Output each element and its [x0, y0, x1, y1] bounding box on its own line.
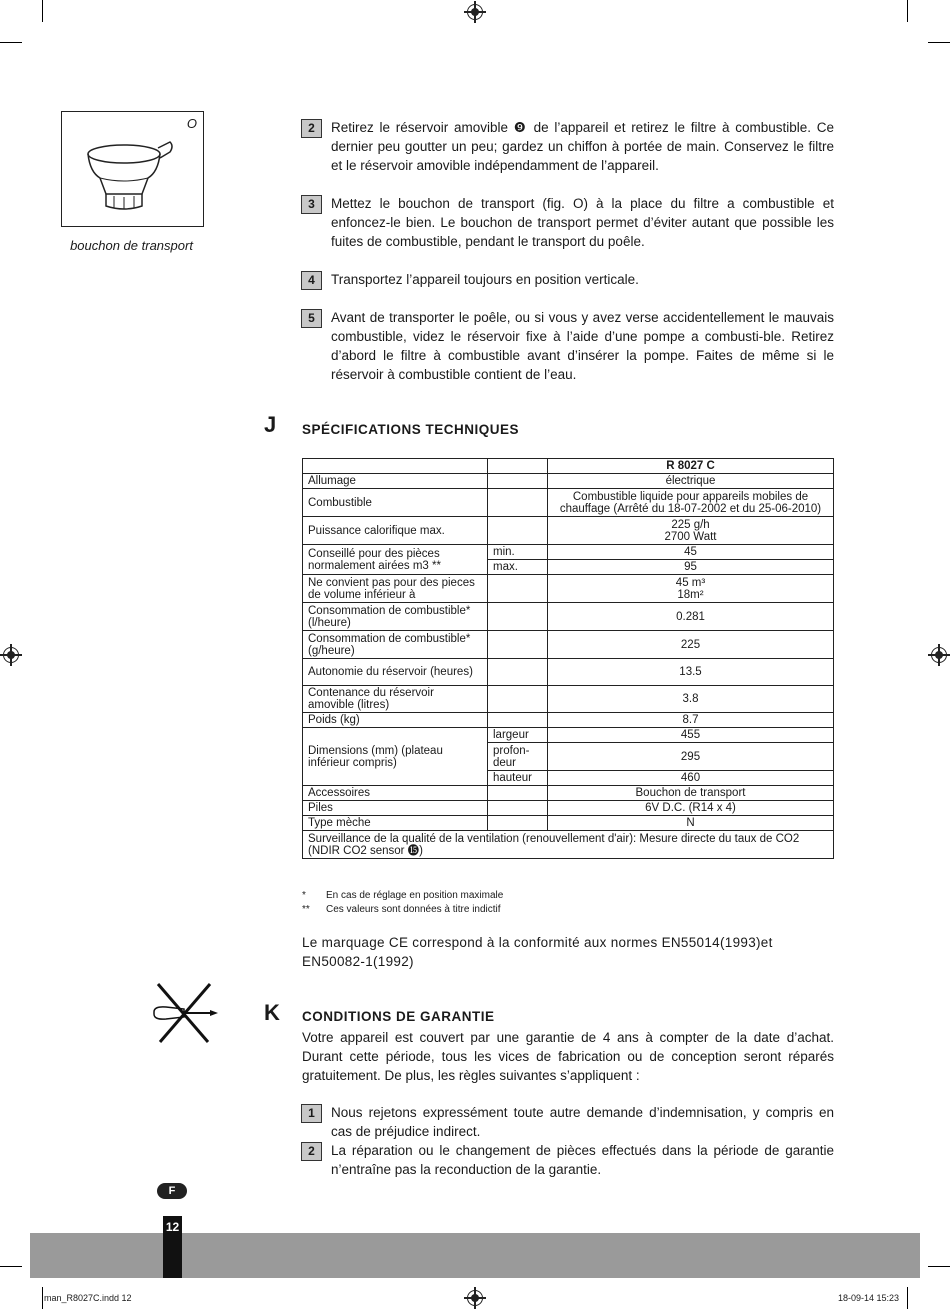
table-row — [303, 517, 834, 545]
table-row — [303, 816, 834, 831]
step-text: Transportez l’appareil toujours en position verticale. — [331, 272, 639, 287]
cell-label: Allumage — [303, 474, 488, 489]
section-letter: J — [264, 412, 277, 437]
cell-label: Accessoires — [303, 786, 488, 801]
footnote-mark: * — [302, 890, 306, 901]
cell-value-line: 2700 Watt — [664, 530, 717, 543]
table-row — [303, 659, 834, 686]
no-screwdriver-icon — [150, 980, 222, 1048]
cell-value: Bouchon de transport — [548, 786, 834, 801]
cell-value: 0.281 — [548, 603, 834, 631]
cell-label: Poids (kg) — [303, 713, 488, 728]
language-badge: F — [157, 1183, 187, 1199]
cell-label: Consommation de combustible* (l/heure) — [303, 603, 488, 631]
table-row — [303, 474, 834, 489]
cell-label: Ne convient pas pour des pieces de volume inférieur à — [303, 575, 488, 603]
table-row — [303, 603, 834, 631]
section-letter: K — [264, 1000, 280, 1025]
spec-table — [302, 458, 834, 859]
step-number: 4 — [301, 271, 322, 290]
step-text: Avant de transporter le poêle, ou si vous y avez verse accidentellement le mauvais combustible, videz le réservoir fixe à l’aide d’une pompe a combusti-ble. Retirez d’abord le filtre à combustible avant d’insérer la pompe. Faites de même si le réservoir à combustible contient de l’eau. — [331, 310, 834, 382]
cell-label: Conseillé pour des pièces normalement airées m3 ** — [303, 545, 488, 575]
figure-transport-cap — [61, 111, 204, 227]
cell-value: N — [548, 816, 834, 831]
cell-value: 225 — [548, 631, 834, 659]
cell-value — [548, 517, 834, 545]
table-row — [303, 713, 834, 728]
registration-mark-icon — [931, 647, 947, 663]
step-number: 2 — [301, 119, 322, 138]
cell-surveillance: Surveillance de la qualité de la ventilation (renouvellement d'air): Mesure directe du taux de CO2 (NDIR CO2 sensor ⓯) — [303, 831, 834, 859]
table-row — [303, 545, 834, 560]
table-row — [303, 489, 834, 517]
step-3 — [301, 194, 834, 251]
cell-value: électrique — [548, 474, 834, 489]
table-row — [303, 831, 834, 859]
cell-unit: min. — [488, 545, 548, 560]
figure-caption: bouchon de transport — [70, 238, 193, 253]
step-number: 3 — [301, 195, 322, 214]
table-row — [303, 631, 834, 659]
step-text: Retirez le réservoir amovible ❾ de l’appareil et retirez le filtre à combustible. Ce dernier peu goutter un peu; gardez un chiffon à portée de main. Conservez le filtre et le réservoir amovible indépendamment de l’appareil. — [331, 120, 834, 173]
date-slug: 18-09-14 15:23 — [838, 1293, 900, 1303]
cell-value — [548, 575, 834, 603]
footnote — [302, 890, 503, 901]
ce-marking-text: Le marquage CE correspond à la conformité aux normes EN55014(1993)et EN50082-1(1992) — [302, 935, 773, 969]
registration-mark-icon — [3, 647, 19, 663]
item-text: La réparation ou le changement de pièces effectués dans la période de garantie n’entraîne pas la reconduction de la garantie. — [331, 1143, 834, 1177]
model-header: R 8027 C — [548, 459, 834, 474]
step-4 — [301, 270, 834, 289]
table-row — [303, 786, 834, 801]
cell-label: Type mèche — [303, 816, 488, 831]
table-row — [303, 686, 834, 713]
cell-value: 460 — [548, 771, 834, 786]
registration-mark-icon — [467, 1290, 483, 1306]
crop-mark — [928, 1266, 950, 1267]
cell-label: Consommation de combustible* (g/heure) — [303, 631, 488, 659]
cell-value: 13.5 — [548, 659, 834, 686]
cell-value: 295 — [548, 743, 834, 771]
transport-cap-icon — [62, 112, 203, 226]
footnote-mark: ** — [302, 904, 310, 915]
crop-mark — [0, 1266, 22, 1267]
cell-value: 8.7 — [548, 713, 834, 728]
item-text: Nous rejetons expressément toute autre demande d’indemnisation, y compris en cas de préjudice indirect. — [331, 1105, 834, 1139]
warranty-item-1 — [301, 1103, 834, 1141]
table-row — [303, 575, 834, 603]
footnote-text: Ces valeurs sont données à titre indictif — [326, 904, 501, 915]
crop-mark — [0, 42, 22, 43]
table-row — [303, 728, 834, 743]
footnote-text: En cas de réglage en position maximale — [326, 890, 504, 901]
cell-value: 45 — [548, 545, 834, 560]
step-text: Mettez le bouchon de transport (fig. O) à la place du filtre a combustible et enfoncez-le bien. Le bouchon de transport permet d’éviter autant que possible les fuites de combustible, pendant le transport du poêle. — [331, 196, 834, 249]
item-number: 1 — [301, 1104, 322, 1123]
page-number: 12 — [163, 1216, 182, 1278]
cell-unit: profon-deur — [488, 743, 548, 771]
cell-label: Dimensions (mm) (plateau inférieur compris) — [303, 728, 488, 786]
section-title: CONDITIONS DE GARANTIE — [302, 1009, 495, 1024]
crop-mark — [907, 0, 908, 22]
cell-unit: hauteur — [488, 771, 548, 786]
cell-label: Contenance du réservoir amovible (litres) — [303, 686, 488, 713]
step-number: 5 — [301, 309, 322, 328]
cell-unit: max. — [488, 560, 548, 575]
item-number: 2 — [301, 1142, 322, 1161]
table-row — [303, 459, 834, 474]
crop-mark — [907, 1287, 908, 1309]
warranty-item-2 — [301, 1141, 834, 1179]
crop-mark — [928, 42, 950, 43]
cell-label: Combustible — [303, 489, 488, 517]
file-slug: man_R8027C.indd 12 — [44, 1293, 132, 1303]
cell-value: 3.8 — [548, 686, 834, 713]
crop-mark — [42, 1287, 43, 1309]
cell-value: 6V D.C. (R14 x 4) — [548, 801, 834, 816]
table-row — [303, 801, 834, 816]
cell-value-line: 18m² — [677, 588, 704, 601]
cell-unit: largeur — [488, 728, 548, 743]
cell-value-line: 45 m³ — [675, 576, 706, 589]
section-title: SPÉCIFICATIONS TECHNIQUES — [302, 422, 520, 437]
cell-value: 455 — [548, 728, 834, 743]
warranty-intro: Votre appareil est couvert par une garantie de 4 ans à compter de la date d’achat. Durant cette période, tous les vices de fabrication ou de conception seront réparés gratuitement. De plus, les règles suivantes s’appliquent : — [302, 1030, 834, 1083]
crop-mark — [42, 0, 43, 22]
figure-letter: O — [186, 116, 197, 131]
cell-label: Piles — [303, 801, 488, 816]
cell-label: Autonomie du réservoir (heures) — [303, 659, 488, 686]
cell-value-line: 225 g/h — [671, 518, 710, 531]
cell-value: 95 — [548, 560, 834, 575]
footnote — [302, 904, 501, 915]
step-2 — [301, 118, 834, 175]
step-5 — [301, 308, 834, 384]
registration-mark-icon — [467, 4, 483, 20]
cell-value: Combustible liquide pour appareils mobiles de chauffage (Arrêté du 18-07-2002 et du 25-06-2010) — [548, 489, 834, 517]
cell-label: Puissance calorifique max. — [303, 517, 488, 545]
